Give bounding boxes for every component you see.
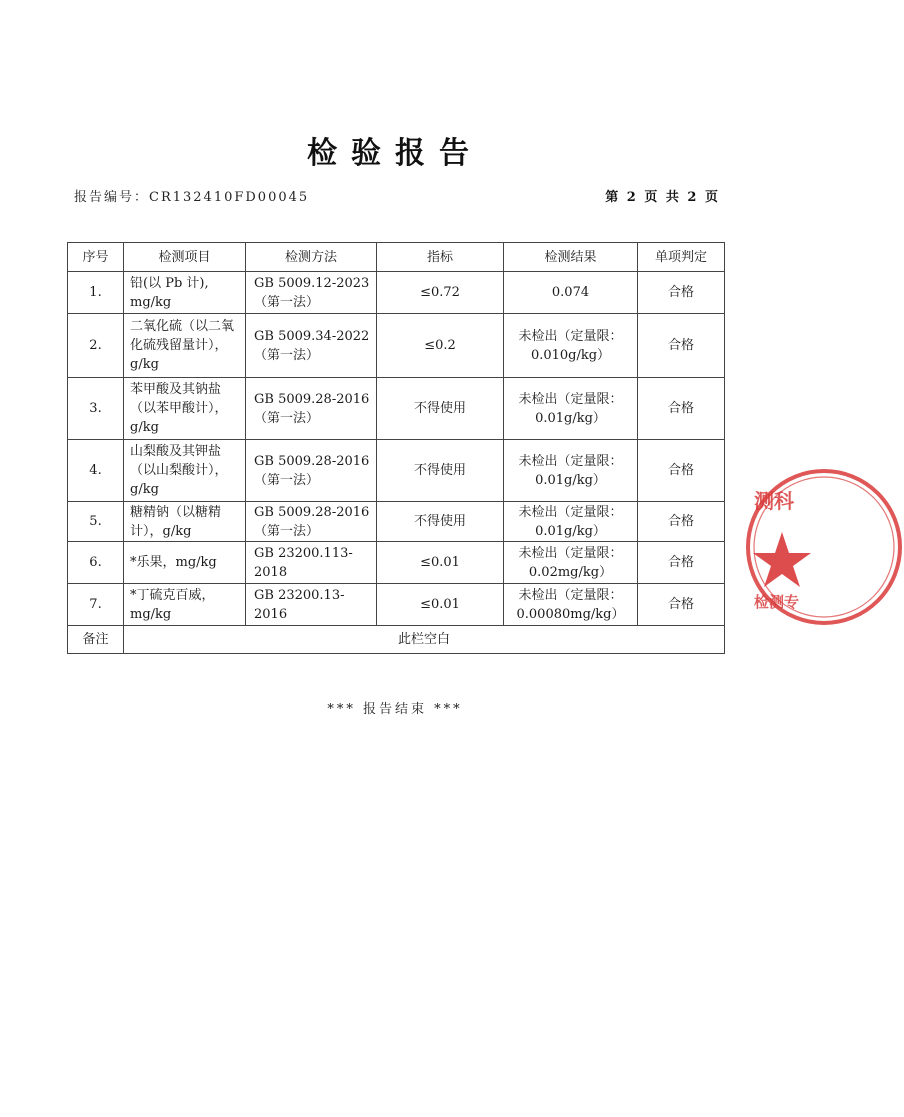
remarks-row: [68, 626, 725, 654]
cell-method-line: GB 5009.34-2022: [254, 328, 370, 344]
cell-item-line: 计），g/kg: [130, 523, 192, 539]
remarks-value: 此栏空白: [124, 626, 725, 654]
cell-spec: ≤0.01: [377, 584, 504, 626]
cell-spec: ≤0.72: [377, 272, 504, 314]
cell-method-line: GB 5009.28-2016: [254, 504, 370, 520]
cell-verdict: 合格: [638, 542, 725, 584]
cell-item: [124, 440, 246, 502]
cell-item-line: mg/kg: [130, 294, 172, 310]
cell-result: [504, 272, 638, 314]
table-header-row: [68, 243, 725, 272]
cell-item: [124, 314, 246, 378]
cell-result-line: 0.01g/kg）: [535, 410, 606, 426]
cell-no: 7.: [68, 584, 124, 626]
cell-result-line: 0.010g/kg）: [530, 347, 611, 363]
cell-result-line: 未检出（定量限：: [518, 545, 623, 561]
header-verdict: 单项判定: [638, 243, 725, 272]
cell-method: [246, 440, 377, 502]
header-no: 序号: [68, 243, 124, 272]
table-row: [68, 584, 725, 626]
cell-method-line: GB 23200.13-2016: [254, 587, 345, 622]
cell-verdict: 合格: [638, 314, 725, 378]
cell-result-line: 未检出（定量限：: [518, 391, 623, 407]
cell-result-line: 未检出（定量限：: [518, 504, 623, 520]
cell-method: [246, 378, 377, 440]
cell-verdict: 合格: [638, 584, 725, 626]
cell-method-line: GB 5009.28-2016: [254, 391, 370, 407]
cell-method: [246, 584, 377, 626]
cell-verdict: 合格: [638, 378, 725, 440]
cell-verdict: 合格: [638, 502, 725, 542]
cell-method-line: （第一法）: [254, 472, 320, 488]
header-spec: 指标: [377, 243, 504, 272]
cell-method: [246, 314, 377, 378]
cell-method-line: （第一法）: [254, 523, 320, 539]
cell-spec: ≤0.2: [377, 314, 504, 378]
page-info: 第 2 页 共 2 页: [605, 190, 718, 205]
cell-item-line: 苯甲酸及其钠盐: [130, 382, 222, 397]
cell-item-line: 铅(以 Pb 计),: [130, 275, 209, 291]
cell-spec: ≤0.01: [377, 542, 504, 584]
cell-result: [504, 314, 638, 378]
cell-no: 5.: [68, 502, 124, 542]
cell-method-line: GB 5009.28-2016: [254, 453, 370, 469]
cell-result-line: 未检出（定量限：: [518, 587, 623, 603]
cell-item-line: 糖精钠（以糖精: [130, 504, 222, 520]
header-item: 检测项目: [124, 243, 246, 272]
cell-item: [124, 542, 246, 584]
cell-item-line: *乐果，mg/kg: [130, 555, 217, 570]
table-row: [68, 542, 725, 584]
report-title: 检验报告: [307, 136, 483, 171]
cell-item-line: 山梨酸及其钾盐: [130, 444, 222, 459]
cell-no: 2.: [68, 314, 124, 378]
cell-verdict: 合格: [638, 440, 725, 502]
cell-method: [246, 272, 377, 314]
cell-method-line: （第一法）: [254, 347, 320, 363]
cell-no: 6.: [68, 542, 124, 584]
cell-item-line: （以山梨酸计），: [130, 463, 228, 478]
seal-text-bottom: 检测专: [754, 593, 800, 611]
cell-item: [124, 378, 246, 440]
cell-item: [124, 502, 246, 542]
cell-no: 3.: [68, 378, 124, 440]
cell-result: [504, 584, 638, 626]
seal-text-top: 测科: [754, 489, 794, 513]
cell-result: [504, 502, 638, 542]
cell-result-line: 0.02mg/kg）: [528, 564, 613, 580]
cell-result-line: 未检出（定量限：: [518, 328, 623, 344]
cell-item-line: g/kg: [130, 357, 159, 372]
cell-method-line: GB 23200.113-2018: [254, 545, 353, 580]
cell-method: [246, 542, 377, 584]
cell-item-line: 化硫残留量计），: [130, 338, 228, 353]
cell-method: [246, 502, 377, 542]
results-table: [67, 242, 725, 654]
cell-result-line: 0.074: [551, 285, 590, 300]
table-row: [68, 440, 725, 502]
cell-item: [124, 584, 246, 626]
cell-spec: 不得使用: [377, 378, 504, 440]
cell-result-line: 0.00080mg/kg）: [516, 606, 625, 622]
remarks-label: 备注: [68, 626, 124, 654]
cell-result-line: 0.01g/kg）: [535, 472, 606, 488]
cell-item-line: *丁硫克百威，: [130, 587, 215, 603]
table-row: [68, 502, 725, 542]
cell-result: [504, 542, 638, 584]
header-result: 检测结果: [504, 243, 638, 272]
report-end-marker: *** 报告结束 ***: [327, 702, 463, 717]
cell-item-line: g/kg: [130, 482, 159, 497]
cell-item-line: g/kg: [130, 420, 159, 435]
cell-result: [504, 378, 638, 440]
cell-result-line: 0.01g/kg）: [535, 523, 606, 539]
cell-result-line: 未检出（定量限：: [518, 453, 623, 469]
table-row: [68, 272, 725, 314]
cell-result: [504, 440, 638, 502]
cell-verdict: 合格: [638, 272, 725, 314]
cell-no: 4.: [68, 440, 124, 502]
cell-method-line: （第一法）: [254, 410, 320, 426]
header-method: 检测方法: [246, 243, 377, 272]
cell-item-line: 二氧化硫（以二氧: [130, 319, 235, 334]
cell-method-line: GB 5009.12-2023: [254, 275, 370, 291]
cell-item-line: （以苯甲酸计），: [130, 401, 228, 416]
table-row: [68, 378, 725, 440]
report-number: 报告编号：CR132410FD00045: [74, 190, 310, 205]
cell-no: 1.: [68, 272, 124, 314]
seal-stamp: [744, 462, 904, 632]
cell-spec: 不得使用: [377, 440, 504, 502]
cell-item-line: mg/kg: [130, 606, 172, 622]
table-row: [68, 314, 725, 378]
cell-item: [124, 272, 246, 314]
cell-method-line: （第一法）: [254, 294, 320, 310]
cell-spec: 不得使用: [377, 502, 504, 542]
